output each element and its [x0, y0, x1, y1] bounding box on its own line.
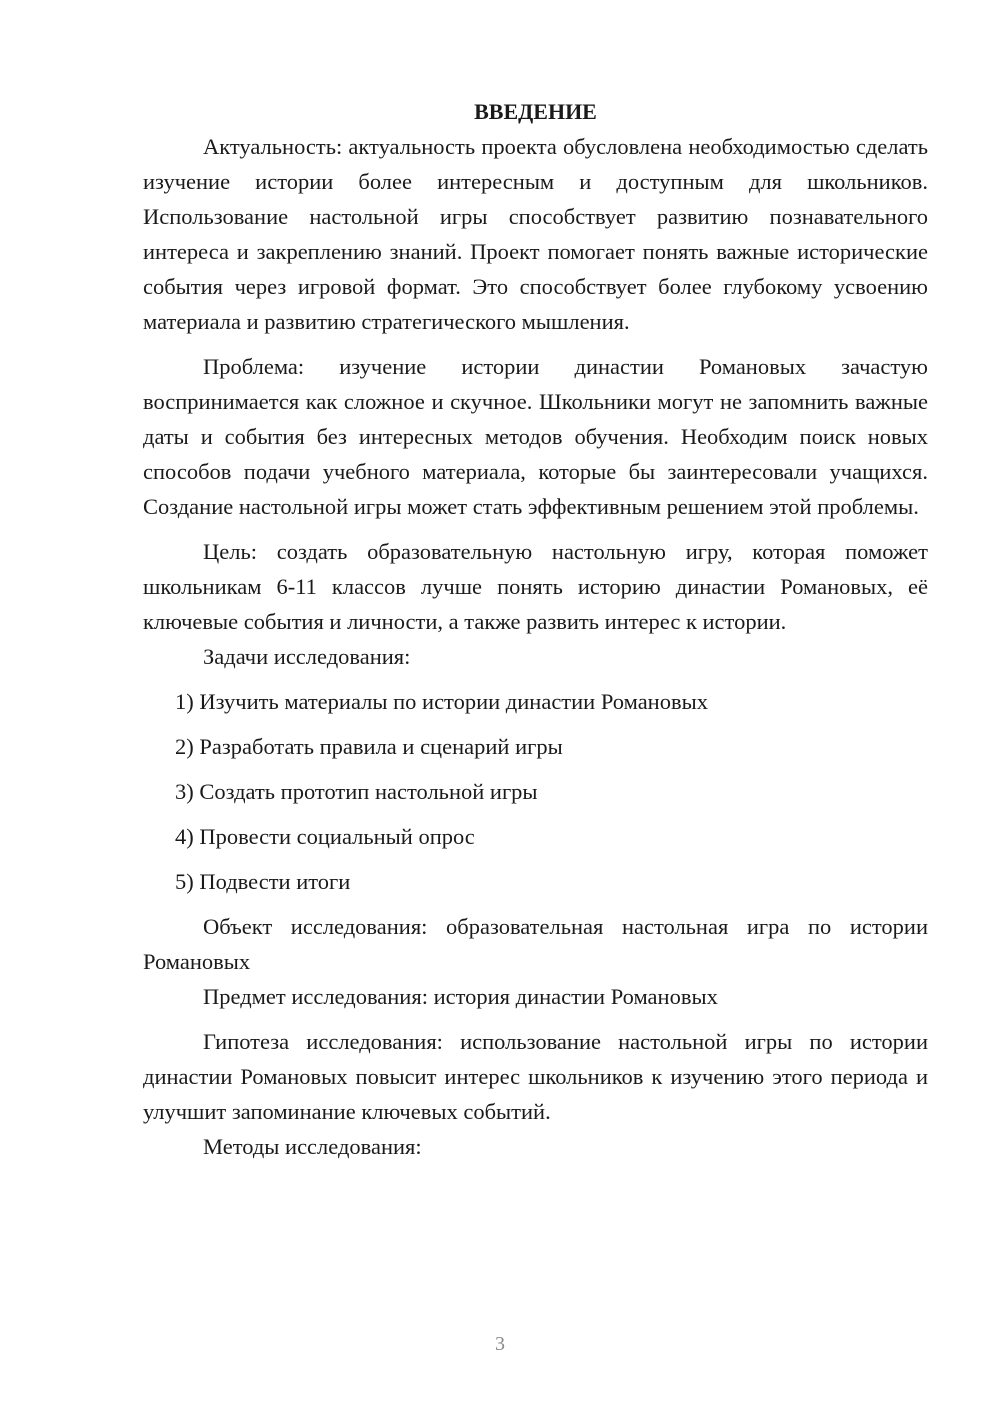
list-item: 1) Изучить материалы по истории династии Романовых — [175, 689, 708, 714]
problem-paragraph: Проблема: изучение истории династии Романовых зачастую воспринимается как сложное и скучное. Школьники могут не запомнить важные даты и события без интересных методов обучения. Необходим поиск новых способов подачи учебного материала, которые бы заинтересовали учащихся. Создание настольной игры может стать эффективным решением этой проблемы. — [143, 354, 928, 519]
tasks-list — [143, 684, 928, 899]
subject-paragraph: Предмет исследования: история династии Романовых — [203, 984, 718, 1009]
section-heading: ВВЕДЕНИЕ — [474, 99, 597, 124]
hypothesis-paragraph: Гипотеза исследования: использование настольной игры по истории династии Романовых повысит интерес школьников к изучению этого периода и улучшит запоминание ключевых событий. — [143, 1029, 928, 1124]
document-page — [143, 92, 928, 1164]
tasks-title: Задачи исследования: — [203, 644, 411, 669]
relevance-paragraph: Актуальность: актуальность проекта обусловлена необходимостью сделать изучение истории более интересным и доступным для школьников. Использование настольной игры способствует развитию познавательного интереса и закреплению знаний. Проект помогает понять важные исторические события через игровой формат. Это способствует более глубокому усвоению материала и развитию стратегического мышления. — [143, 134, 928, 334]
list-item: 4) Провести социальный опрос — [175, 824, 475, 849]
page-number: 3 — [495, 1333, 505, 1355]
object-paragraph: Объект исследования: образовательная настольная игра по истории Романовых — [143, 914, 928, 974]
goal-paragraph: Цель: создать образовательную настольную игру, которая поможет школьникам 6-11 классов лучше понять историю династии Романовых, её ключевые события и личности, а также развить интерес к истории. — [143, 539, 928, 634]
methods-title: Методы исследования: — [203, 1134, 422, 1159]
list-item: 5) Подвести итоги — [175, 869, 351, 894]
list-item: 3) Создать прототип настольной игры — [175, 779, 538, 804]
list-item: 2) Разработать правила и сценарий игры — [175, 734, 563, 759]
